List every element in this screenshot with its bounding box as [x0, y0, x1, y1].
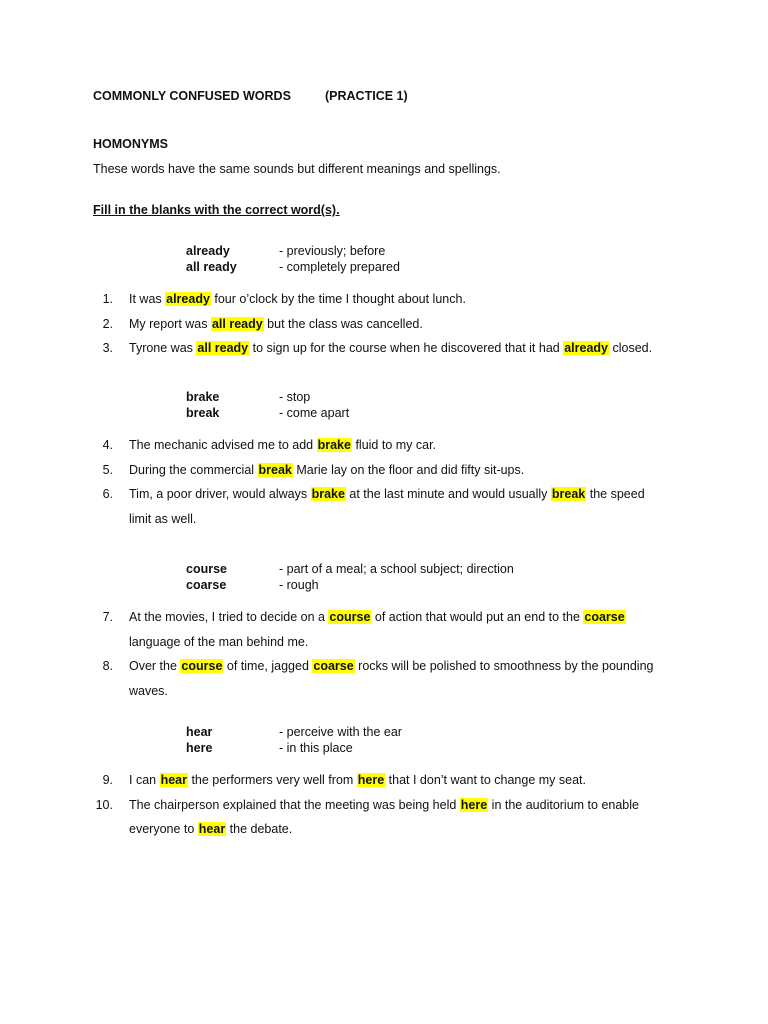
intro-text: These words have the same sounds but different meanings and spellings.: [93, 162, 501, 176]
term-word: break: [186, 406, 220, 420]
term-word: already: [186, 244, 230, 258]
highlighted-answer: brake: [317, 438, 351, 452]
sentence-text: to sign up for the course when he discovered that it had: [249, 341, 564, 355]
highlighted-answer: brake: [311, 487, 345, 501]
sentence-text: everyone to: [129, 822, 198, 836]
sentence-text: The chairperson explained that the meeting was being held: [129, 797, 460, 812]
highlighted-answer: all ready: [211, 316, 263, 331]
highlighted-answer: already: [166, 292, 210, 306]
sentence-text: waves.: [129, 683, 168, 698]
sentence-text: At the movies, I tried to decide on a: [129, 610, 329, 624]
highlighted-answer: hear: [198, 822, 226, 836]
highlighted-answer: course: [181, 659, 223, 673]
sentence-line: [129, 799, 639, 812]
highlighted-answer: coarse: [313, 659, 354, 673]
item-number: 9.: [102, 773, 113, 787]
sentence-text: of action that would put an end to the: [371, 610, 584, 624]
highlighted-answer: break: [258, 462, 292, 477]
term-definition: - rough: [279, 578, 319, 592]
term-word: course: [186, 562, 227, 576]
sentence-line: [129, 293, 466, 306]
sentence-text: limit as well.: [129, 511, 197, 526]
sentence-line: [129, 685, 168, 698]
sentence-text: four o’clock by the time I thought about lunch.: [210, 292, 466, 306]
term-definition: - part of a meal; a school subject; direction: [279, 562, 514, 576]
term-definition: - completely prepared: [279, 260, 400, 274]
sentence-text: The mechanic advised me to add: [129, 438, 317, 452]
sentence-line: [129, 464, 524, 477]
item-number: 7.: [102, 610, 113, 624]
highlighted-answer: already: [564, 341, 608, 355]
sentence-text: I can: [129, 773, 160, 787]
sentence-text: but the class was cancelled.: [263, 316, 423, 331]
sentence-text: rocks will be polished to smoothness by the pounding: [354, 659, 654, 673]
sentence-text: the speed: [586, 487, 645, 501]
document-title: COMMONLY CONFUSED WORDS: [93, 89, 291, 103]
term-word: coarse: [186, 578, 227, 592]
sentence-line: [129, 774, 586, 787]
term-definition: - come apart: [279, 406, 350, 420]
sentence-text: During the commercial: [129, 462, 258, 477]
sentence-text: in the auditorium to enable: [488, 797, 639, 812]
highlighted-answer: hear: [160, 773, 187, 787]
item-number: 4.: [102, 438, 113, 452]
sentence-text: Over the: [129, 659, 181, 673]
sentence-line: [129, 342, 652, 355]
item-number: 1.: [102, 292, 113, 306]
term-definition: - in this place: [279, 741, 353, 755]
term-definition: - previously; before: [279, 244, 386, 258]
highlighted-answer: course: [329, 610, 371, 624]
item-number: 5.: [102, 462, 113, 477]
term-word: brake: [186, 390, 220, 404]
sentence-text: closed.: [609, 341, 653, 355]
sentence-text: Marie lay on the floor and did fifty sit-ups.: [292, 462, 525, 477]
sentence-text: Tim, a poor driver, would always: [129, 487, 311, 501]
sentence-text: the debate.: [226, 822, 293, 836]
practice-label: (PRACTICE 1): [325, 89, 408, 103]
sentence-text: Tyrone was: [129, 341, 197, 355]
sentence-text: language of the man behind me.: [129, 634, 309, 649]
term-word: all ready: [186, 260, 237, 274]
sentence-text: at the last minute and would usually: [345, 487, 551, 501]
sentence-line: [129, 611, 626, 624]
term-word: hear: [186, 725, 213, 739]
sentence-line: [129, 823, 292, 836]
sentence-text: My report was: [129, 316, 211, 331]
sentence-line: [129, 660, 653, 673]
term-definition: - perceive with the ear: [279, 725, 402, 739]
sentence-text: of time, jagged: [223, 659, 313, 673]
highlighted-answer: here: [357, 773, 385, 787]
sentence-line: [129, 636, 308, 649]
sentence-text: It was: [129, 292, 166, 306]
item-number: 3.: [102, 341, 113, 355]
term-definition: - stop: [279, 390, 311, 404]
sentence-line: [129, 318, 423, 331]
highlighted-answer: here: [460, 797, 488, 812]
sentence-text: the performers very well from: [187, 773, 357, 787]
term-word: here: [186, 741, 213, 755]
item-number: 10.: [95, 797, 113, 812]
sentence-text: that I don’t want to change my seat.: [385, 773, 586, 787]
highlighted-answer: all ready: [197, 341, 249, 355]
item-number: 8.: [102, 659, 113, 673]
instruction-text: Fill in the blanks with the correct word(s).: [93, 203, 340, 217]
item-number: 6.: [102, 487, 113, 501]
sentence-line: [129, 439, 436, 452]
item-number: 2.: [102, 316, 113, 331]
sentence-text: fluid to my car.: [351, 438, 437, 452]
sentence-line: [129, 488, 645, 501]
section-heading: HOMONYMS: [93, 137, 168, 151]
highlighted-answer: coarse: [584, 610, 625, 624]
sentence-line: [129, 513, 196, 526]
highlighted-answer: break: [551, 487, 586, 501]
